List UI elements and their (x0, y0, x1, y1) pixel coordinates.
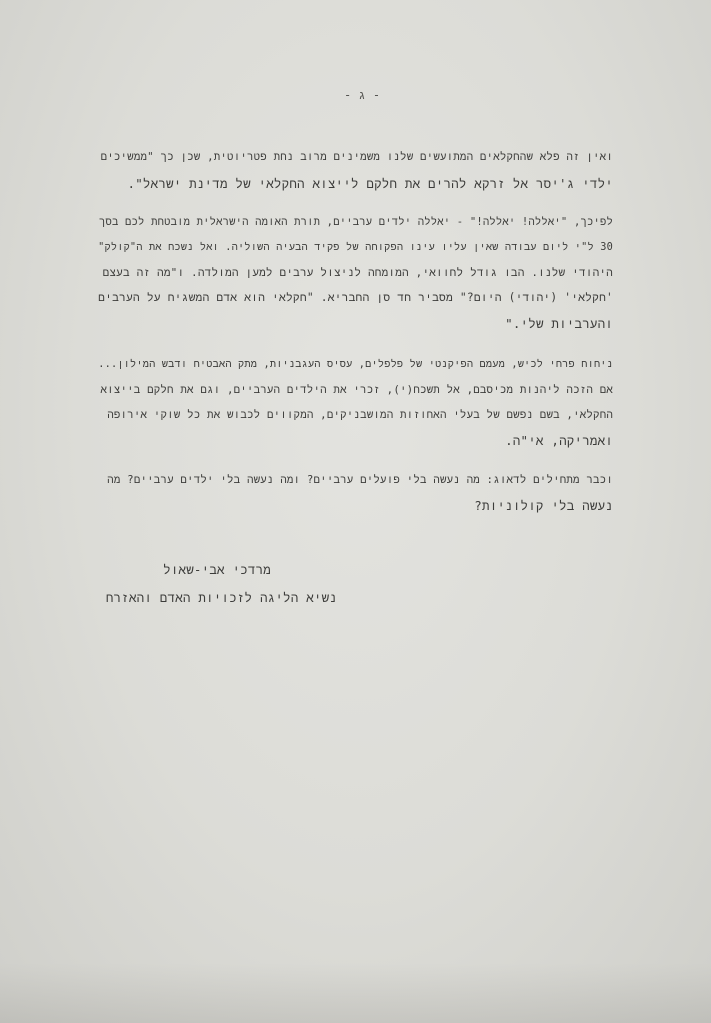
paragraph-2-line-3: היהודי שלנו. הבו גודל לחוואי, המומחה לניצול ערבים למען המולדה. ו"מה זה בעצם (102, 266, 613, 279)
paragraph-2-line-4: 'חקלאי' (יהודי) היום?" מסביר חד סן החבריא. "חקלאי הוא אדם המשגיח על הערבים (98, 291, 613, 304)
signature-title: נשיא הליגה לזכויות האדם והאזרח (105, 590, 337, 605)
paragraph-3-line-2: אם הזכה ליהנות מכיסבם, אל תשכח(י), זכרי את הילדים הערביים, וגם את חלקם בייצוא (100, 383, 613, 396)
paragraph-4-line-1: וכבר מתחילים לדאוג: מה נעשה בלי פועלים ערביים? ומה נעשה בלי ילדים ערביים? מה (107, 473, 613, 486)
paragraph-3-line-4: ואמריקה, אי"ה. (505, 433, 613, 448)
signature-name: מרדכי אבי-שאול (163, 562, 271, 577)
paragraph-3-line-3: החקלאי, בשם נפשם של בעלי האחוזות המושבניקים, המקווים לכבוש את כל שוקי אירופה (107, 408, 613, 421)
paragraph-1-line-2: ילדי ג'יסר אל זרקא להרים את חלקם לייצוא החקלאי של מדינת ישראל". (127, 176, 613, 191)
paragraph-4-line-2: נעשה בלי קולוניות? (474, 498, 613, 513)
paragraph-2-line-5: והערביות שלי." (505, 316, 613, 331)
page-number: - ג - (343, 88, 381, 102)
paragraph-2-line-2: 30 ל"י ליום עבודה שאין עליו עינו הפקוחה של פקיד הבעיה השוליה. ואל נשכח את ה"קולק" (98, 241, 613, 253)
paragraph-1-line-1: ואין זה פלא שהחקלאים המתועשים שלנו משמינים מרוב נחת פטריוטית, שכן כך "ממשיכים (100, 150, 613, 163)
page-edge-shadow (0, 963, 711, 1023)
paragraph-3-line-1: ניחוח פרחי לכיש, מעמם הפיקנטי של פלפלים, עסיס העגבניות, מתק האבטיח ודבש המילון... (98, 358, 613, 370)
paragraph-2-line-1: לפיכך, "יאללה! יאללה!" - יאללה ילדים ערביים, תורת האומה הישראלית מובטחת לכם בסך (99, 216, 613, 228)
